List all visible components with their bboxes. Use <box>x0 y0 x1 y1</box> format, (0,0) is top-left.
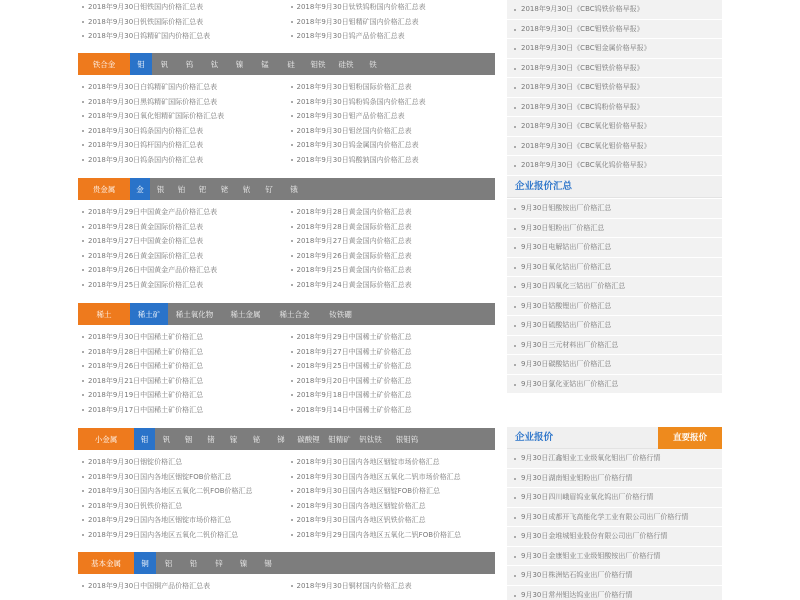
list-item[interactable]: 2018年9月25日黄金国际价格汇总表 <box>78 278 287 293</box>
summary-list <box>507 199 722 394</box>
list-item[interactable]: 2018年9月30日国内各地区钒铁价格汇总 <box>287 513 496 528</box>
quote-title: 企业报价 <box>515 432 554 443</box>
list-item[interactable]: 9月30日四氧化三钴出厂价格汇总 <box>507 277 722 297</box>
section-price-list-col2 <box>287 330 496 417</box>
list-item[interactable]: 2018年9月30日钨金属国内价格汇总表 <box>287 138 496 153</box>
section-tab[interactable]: 铟 <box>184 434 193 444</box>
list-item[interactable]: 9月30日四川峨眉钨业氧化钨出厂价格行情 <box>507 488 722 508</box>
section-tab[interactable]: 银 <box>156 184 165 194</box>
section-tab[interactable]: 锑 <box>277 434 285 444</box>
list-item[interactable]: 2018年9月25日黄金国内价格汇总表 <box>287 263 496 278</box>
top-price-list-col1 <box>78 0 287 44</box>
section-tab[interactable]: 铂 <box>177 184 186 194</box>
section-tab-bar <box>78 53 495 75</box>
list-item[interactable]: 2018年9月18日中国稀土矿价格汇总 <box>287 388 496 403</box>
section-category-label[interactable]: 稀土 <box>78 303 130 325</box>
list-item[interactable]: 2018年9月28日黄金国际价格汇总表 <box>78 220 287 235</box>
section-tab[interactable]: 铑 <box>220 184 229 194</box>
list-item[interactable]: 2018年9月26日黄金国际价格汇总表 <box>287 249 496 264</box>
list-item[interactable]: 2018年9月30日钨精矿国内价格汇总表 <box>78 29 287 44</box>
section-tab[interactable]: 铁 <box>369 59 377 69</box>
section-tab[interactable]: 稀土金属 <box>230 309 261 319</box>
list-item[interactable]: 2018年9月26日黄金国际价格汇总表 <box>78 249 287 264</box>
list-item[interactable]: 9月30日钴酸锂出厂价格汇总 <box>507 297 722 317</box>
list-item[interactable]: 2018年9月30日钒铁价格汇总 <box>78 499 287 514</box>
section-tab[interactable]: 钒 <box>162 434 171 444</box>
section-price-list-col2 <box>287 579 496 594</box>
list-item[interactable]: 2018年9月30日钨条国内价格汇总表 <box>78 124 287 139</box>
list-item[interactable]: 9月30日株洲钻石钨业出厂价格行情 <box>507 566 722 586</box>
section-tab[interactable]: 银钼钨 <box>395 434 419 444</box>
price-section <box>78 428 495 542</box>
section-tab-bar <box>78 428 495 450</box>
list-item[interactable]: 9月30日电解钴出厂价格汇总 <box>507 238 722 258</box>
list-item[interactable]: 2018年9月30日黑钨精矿国际价格汇总表 <box>78 95 287 110</box>
price-section <box>78 178 495 292</box>
list-item[interactable]: 2018年9月26日中国稀土矿价格汇总 <box>78 359 287 374</box>
list-item[interactable]: 9月30日金堆城钼业股份有限公司出厂价格行情 <box>507 527 722 547</box>
list-item[interactable]: 9月30日常州钼达钨业出厂价格行情 <box>507 586 722 600</box>
list-item[interactable]: 2018年9月19日中国稀土矿价格汇总 <box>78 388 287 403</box>
section-price-list-col1 <box>78 330 287 417</box>
section-category-label[interactable]: 贵金属 <box>78 178 130 200</box>
price-section <box>78 53 495 167</box>
section-price-list-col1 <box>78 205 287 292</box>
section-tab[interactable]: 稀土氧化物 <box>175 309 214 319</box>
section-price-list-col2 <box>287 205 496 292</box>
list-item[interactable]: 2018年9月30日钨粉钨条国内价格汇总表 <box>287 95 496 110</box>
list-item[interactable]: 2018年9月24日黄金国际价格汇总表 <box>287 278 496 293</box>
list-item[interactable]: 9月30日钼酸铵出厂价格汇总 <box>507 199 722 219</box>
list-item[interactable]: 2018年9月30日国内各地区铟锭FOB价格汇总 <box>287 484 496 499</box>
list-item[interactable]: 2018年9月27日黄金国内价格汇总表 <box>287 234 496 249</box>
section-price-list <box>78 450 495 542</box>
quote-list <box>507 449 722 600</box>
list-item[interactable]: 9月30日钼粉出厂价格汇总 <box>507 219 722 239</box>
price-section <box>78 303 495 417</box>
section-tab[interactable]: 稀土矿 <box>130 303 168 325</box>
section-tab[interactable]: 锰 <box>261 59 269 69</box>
request-quote-button[interactable]: 直要报价 <box>658 427 722 449</box>
section-tab[interactable]: 钼 <box>130 53 152 75</box>
section-tab[interactable]: 锌 <box>215 558 223 568</box>
section-tab[interactable]: 镍 <box>239 558 248 568</box>
list-item[interactable]: 2018年9月30日国内各地区铟锭市场价格汇总 <box>287 455 496 470</box>
section-price-list <box>78 574 495 594</box>
list-item[interactable]: 2018年9月30日《CBC钼金属价格早报》 <box>507 39 722 59</box>
list-item[interactable]: 9月30日氧化钴出厂价格汇总 <box>507 258 722 278</box>
list-item[interactable]: 2018年9月30日国内各地区五氧化二钒FOB价格汇总 <box>78 484 287 499</box>
section-price-list <box>78 200 495 292</box>
list-item[interactable]: 2018年9月30日铜材国内价格汇总表 <box>287 579 496 594</box>
section-tab[interactable]: 铱 <box>242 184 251 194</box>
list-item[interactable]: 2018年9月30日钼丝国内价格汇总表 <box>287 124 496 139</box>
section-tab[interactable]: 镍 <box>235 59 244 69</box>
list-item[interactable]: 2018年9月30日钨产品价格汇总表 <box>287 29 496 44</box>
list-item[interactable]: 2018年9月27日中国黄金价格汇总表 <box>78 234 287 249</box>
list-item[interactable]: 2018年9月30日中国稀土矿价格汇总 <box>78 330 287 345</box>
list-item[interactable]: 2018年9月14日中国稀土矿价格汇总 <box>287 403 496 418</box>
list-item[interactable]: 2018年9月30日《CBC钼铁价格早报》 <box>507 78 722 98</box>
section-tab[interactable]: 锇 <box>290 184 298 194</box>
section-price-list-col1 <box>78 579 287 594</box>
list-item[interactable]: 2018年9月30日国内各地区五氧化二钒市场价格汇总 <box>287 470 496 485</box>
summary-title: 企业报价汇总 <box>515 181 573 192</box>
list-item[interactable]: 2018年9月29日国内各地区五氧化二钒FOB价格汇总 <box>287 528 496 543</box>
section-tab[interactable]: 钼铁 <box>310 59 326 69</box>
section-tab[interactable]: 铝 <box>164 558 173 568</box>
list-item[interactable]: 2018年9月30日钼产品价格汇总表 <box>287 109 496 124</box>
list-item[interactable]: 2018年9月29日中国黄金产品价格汇总表 <box>78 205 287 220</box>
list-item[interactable]: 2018年9月17日中国稀土矿价格汇总 <box>78 403 287 418</box>
list-item[interactable]: 2018年9月30日铟锭价格汇总 <box>78 455 287 470</box>
list-item[interactable]: 2018年9月30日钨条国内价格汇总表 <box>78 153 287 168</box>
list-item[interactable]: 2018年9月30日钒铁国际价格汇总表 <box>78 15 287 30</box>
section-category-label[interactable]: 小金属 <box>78 428 134 450</box>
list-item[interactable]: 2018年9月30日《CBC钼铁价格早报》 <box>507 20 722 40</box>
list-item[interactable]: 2018年9月30日钛铁钨粉国内价格汇总表 <box>287 0 496 15</box>
list-item[interactable]: 2018年9月30日钼粉国际价格汇总表 <box>287 80 496 95</box>
section-tab[interactable]: 硅 <box>287 59 295 69</box>
list-item[interactable]: 2018年9月30日钨杆国内价格汇总表 <box>78 138 287 153</box>
section-category-label[interactable]: 基本金属 <box>78 552 134 574</box>
section-tab-bar <box>78 552 495 574</box>
section-tab[interactable]: 锡 <box>264 558 272 568</box>
top-price-list <box>78 0 495 44</box>
section-price-list-col2 <box>287 455 496 542</box>
list-item[interactable]: 2018年9月30日钨酸钠国内价格汇总表 <box>287 153 496 168</box>
list-item[interactable]: 2018年9月29日中国稀土矿价格汇总 <box>287 330 496 345</box>
list-item[interactable]: 2018年9月30日《CBC钨粉价格早报》 <box>507 98 722 118</box>
list-item[interactable]: 9月30日江鑫钼业工业级氧化钼出厂价格行情 <box>507 449 722 469</box>
quote-header <box>507 427 722 449</box>
list-item[interactable]: 9月30日成都开飞高能化学工业有限公司出厂价格行情 <box>507 508 722 528</box>
top-price-list-col2 <box>287 0 496 44</box>
section-tab[interactable]: 铜 <box>134 552 156 574</box>
list-item[interactable]: 2018年9月28日黄金国际价格汇总表 <box>287 220 496 235</box>
section-tab[interactable]: 钼精矿 <box>328 434 351 444</box>
section-tab[interactable]: 钌 <box>265 184 273 194</box>
list-item[interactable]: 2018年9月29日国内各地区五氧化二钒价格汇总 <box>78 528 287 543</box>
list-item[interactable]: 9月30日碳酸钴出厂价格汇总 <box>507 355 722 375</box>
list-item[interactable]: 2018年9月20日中国稀土矿价格汇总 <box>287 374 496 389</box>
list-item[interactable]: 2018年9月30日氧化钼精矿国际价格汇总表 <box>78 109 287 124</box>
section-tab-bar <box>78 303 495 325</box>
section-tab-bar <box>78 178 495 200</box>
section-category-label[interactable]: 铁合金 <box>78 53 130 75</box>
list-item[interactable]: 2018年9月28日中国稀土矿价格汇总 <box>78 345 287 360</box>
list-item[interactable]: 2018年9月29日国内各地区铟锭市场价格汇总 <box>78 513 287 528</box>
cbc-report-list <box>507 0 722 176</box>
list-item[interactable]: 9月30日三元材料出厂价格汇总 <box>507 336 722 356</box>
list-item[interactable]: 2018年9月30日《CBC钼铁价格早报》 <box>507 59 722 79</box>
section-tab[interactable]: 镓 <box>229 434 238 444</box>
list-item[interactable]: 2018年9月30日《CBC氧化钼价格早报》 <box>507 137 722 157</box>
list-item[interactable]: 2018年9月26日中国黄金产品价格汇总表 <box>78 263 287 278</box>
section-price-list-col2 <box>287 80 496 167</box>
list-item[interactable]: 9月30日氯化亚钴出厂价格汇总 <box>507 375 722 395</box>
section-tab[interactable]: 钒钛铁 <box>359 434 382 444</box>
section-tab[interactable]: 碳酸锂 <box>297 434 320 444</box>
list-item[interactable]: 9月30日湖南钼业钼粉出厂价格行情 <box>507 469 722 489</box>
list-item[interactable]: 2018年9月21日中国稀土矿价格汇总 <box>78 374 287 389</box>
section-tab[interactable]: 钨 <box>185 59 194 69</box>
section-tab[interactable]: 钕铁硼 <box>329 309 352 319</box>
list-item[interactable]: 2018年9月30日国内各地区铟锭价格汇总 <box>287 499 496 514</box>
list-item[interactable]: 9月30日硫酸钴出厂价格汇总 <box>507 316 722 336</box>
section-tab[interactable]: 铅 <box>189 558 198 568</box>
section-price-list-col1 <box>78 455 287 542</box>
section-price-list <box>78 75 495 167</box>
section-tab[interactable]: 钯 <box>198 184 207 194</box>
section-price-list <box>78 325 495 417</box>
list-item[interactable]: 2018年9月30日《CBC氧化钼价格早报》 <box>507 117 722 137</box>
list-item[interactable]: 2018年9月30日《CBC钨铁价格早报》 <box>507 0 722 20</box>
section-tab[interactable]: 钛 <box>210 59 219 69</box>
section-tab[interactable]: 稀土合金 <box>279 309 310 319</box>
list-item[interactable]: 2018年9月30日钼精矿国内价格汇总表 <box>287 15 496 30</box>
price-section <box>78 552 495 594</box>
section-price-list-col1 <box>78 80 287 167</box>
section-tab[interactable]: 锗 <box>207 434 215 444</box>
summary-header <box>507 176 722 198</box>
section-tab[interactable]: 金 <box>130 178 150 200</box>
list-item[interactable]: 2018年9月30日《CBC氧化钨价格早报》 <box>507 156 722 176</box>
section-tab[interactable]: 钒 <box>160 59 169 69</box>
list-item[interactable]: 2018年9月27日中国稀土矿价格汇总 <box>287 345 496 360</box>
list-item[interactable]: 2018年9月28日黄金国内价格汇总表 <box>287 205 496 220</box>
list-item[interactable]: 2018年9月30日白钨精矿国内价格汇总表 <box>78 80 287 95</box>
list-item[interactable]: 2018年9月30日钼铁国内价格汇总表 <box>78 0 287 15</box>
section-tab[interactable]: 钼 <box>134 428 155 450</box>
list-item[interactable]: 2018年9月30日中国铜产品价格汇总表 <box>78 579 287 594</box>
list-item[interactable]: 2018年9月25日中国稀土矿价格汇总 <box>287 359 496 374</box>
list-item[interactable]: 2018年9月30日国内各地区铟锭FOB价格汇总 <box>78 470 287 485</box>
list-item[interactable]: 9月30日金康钼业工业级钼酸铵出厂价格行情 <box>507 547 722 567</box>
section-tab[interactable]: 铋 <box>252 434 261 444</box>
section-tab[interactable]: 硅铁 <box>338 59 354 69</box>
